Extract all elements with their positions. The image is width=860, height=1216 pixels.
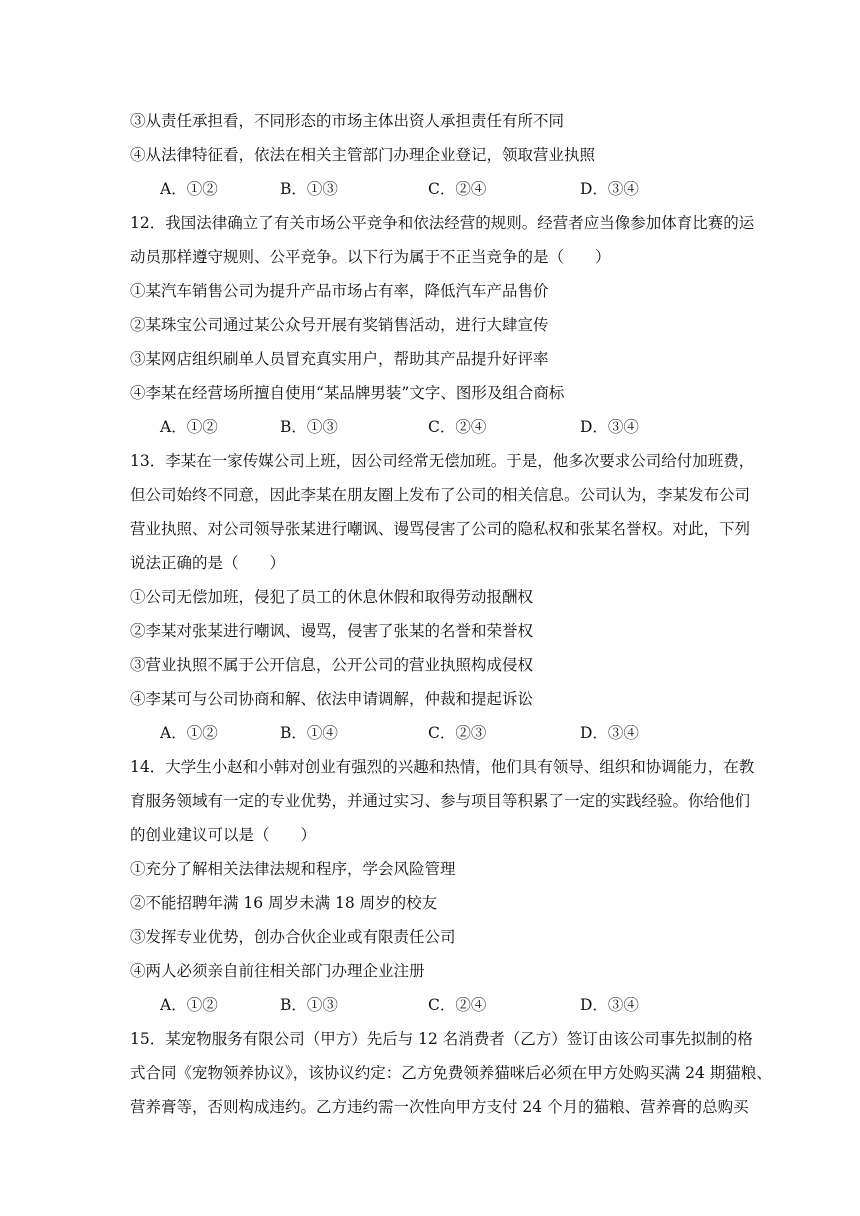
q11-choice-b: B．①③ — [280, 180, 338, 198]
q11-option-3: ③从责任承担看，不同形态的市场主体出资人承担责任有所不同 — [130, 112, 565, 130]
q14-choices — [160, 995, 760, 1015]
q13-choice-b: B．①④ — [280, 724, 338, 742]
q15-stem-line-1: 15．某宠物服务有限公司（甲方）先后与 12 名消费者（乙方）签订由该公司事先拟制的格 — [130, 1030, 753, 1048]
q13-choice-d: D．③④ — [580, 724, 639, 742]
q11-choice-d: D．③④ — [580, 180, 639, 198]
q12-option-4: ④李某在经营场所擅自使用“某品牌男装”文字、图形及组合商标 — [130, 384, 565, 402]
q13-option-1: ①公司无偿加班，侵犯了员工的休息休假和取得劳动报酬权 — [130, 588, 534, 606]
q14-option-1: ①充分了解相关法律法规和程序，学会风险管理 — [130, 860, 456, 878]
q12-choice-a: A．①② — [160, 418, 218, 436]
q14-stem-line-1: 14．大学生小赵和小韩对创业有强烈的兴趣和热情，他们具有领导、组织和协调能力，在教 — [130, 758, 755, 776]
q13-choices — [160, 723, 760, 743]
q13-choice-c: C．②③ — [428, 724, 487, 742]
q11-choices — [160, 179, 760, 199]
q12-choice-c: C．②④ — [428, 418, 487, 436]
q11-choice-c: C．②④ — [428, 180, 487, 198]
q13-stem-line-2: 但公司始终不同意，因此李某在朋友圈上发布了公司的相关信息。公司认为，李某发布公司 — [130, 486, 751, 504]
q14-stem-line-2: 育服务领域有一定的专业优势，并通过实习、参与项目等积累了一定的实践经验。你给他们 — [130, 792, 751, 810]
q12-stem-line-2: 动员那样遵守规则、公平竞争。以下行为属于不正当竞争的是（ ） — [130, 248, 611, 266]
q13-choice-a: A．①② — [160, 724, 218, 742]
q13-stem-line-1: 13．李某在一家传媒公司上班，因公司经常无偿加班。于是，他多次要求公司给付加班费， — [130, 452, 755, 470]
q14-choice-c: C．②④ — [428, 996, 487, 1014]
q12-option-1: ①某汽车销售公司为提升产品市场占有率，降低汽车产品售价 — [130, 282, 549, 300]
q11-option-4: ④从法律特征看，依法在相关主管部门办理企业登记，领取营业执照 — [130, 146, 596, 164]
q14-option-2: ②不能招聘年满 16 周岁未满 18 周岁的校友 — [130, 894, 438, 912]
q12-option-3: ③某网店组织刷单人员冒充真实用户，帮助其产品提升好评率 — [130, 350, 549, 368]
q14-choice-b: B．①③ — [280, 996, 338, 1014]
q12-stem-line-1: 12．我国法律确立了有关市场公平竞争和依法经营的规则。经营者应当像参加体育比赛的运 — [130, 214, 755, 232]
q13-option-3: ③营业执照不属于公开信息，公开公司的营业执照构成侵权 — [130, 656, 534, 674]
q14-option-3: ③发挥专业优势，创办合伙企业或有限责任公司 — [130, 928, 456, 946]
q14-stem-line-3: 的创业建议可以是（ ） — [130, 826, 317, 844]
q13-option-4: ④李某可与公司协商和解、依法申请调解，仲裁和提起诉讼 — [130, 690, 534, 708]
q15-stem-line-2: 式合同《宠物领养协议》，该协议约定：乙方免费领养猫咪后必须在甲方处购买满 24 期猫粮、 — [130, 1064, 772, 1082]
q12-option-2: ②某珠宝公司通过某公众号开展有奖销售活动，进行大肆宣传 — [130, 316, 549, 334]
q12-choices — [160, 417, 760, 437]
q13-option-2: ②李某对张某进行嘲讽、谩骂，侵害了张某的名誉和荣誉权 — [130, 622, 534, 640]
q14-option-4: ④两人必须亲自前往相关部门办理企业注册 — [130, 962, 425, 980]
q14-choice-d: D．③④ — [580, 996, 639, 1014]
q12-choice-d: D．③④ — [580, 418, 639, 436]
q11-choice-a: A．①② — [160, 180, 218, 198]
q12-choice-b: B．①③ — [280, 418, 338, 436]
q13-stem-line-3: 营业执照、对公司领导张某进行嘲讽、谩骂侵害了公司的隐私权和张某名誉权。对此，下列 — [130, 520, 751, 538]
q13-stem-line-4: 说法正确的是（ ） — [130, 554, 286, 572]
q14-choice-a: A．①② — [160, 996, 218, 1014]
q15-stem-line-3: 营养膏等，否则构成违约。乙方违约需一次性向甲方支付 24 个月的猫粮、营养膏的总购买 — [130, 1098, 749, 1116]
